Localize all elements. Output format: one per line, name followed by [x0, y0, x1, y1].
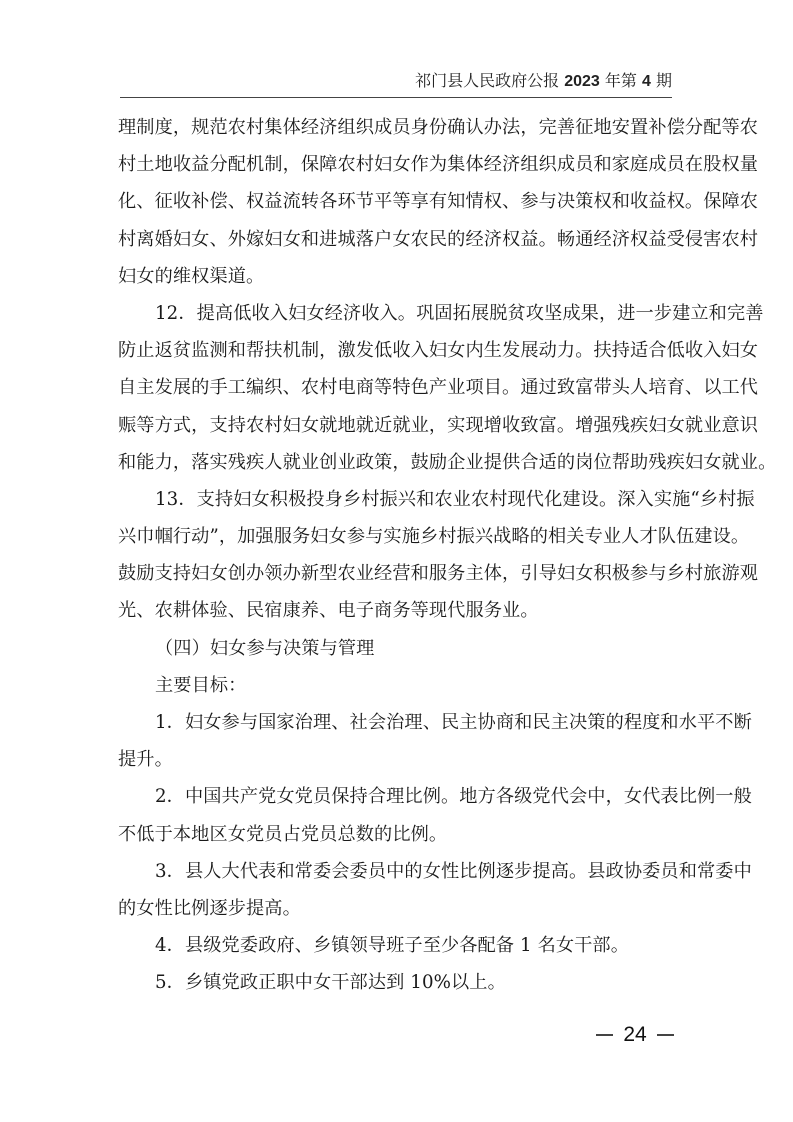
text-line: 村离婚妇女、外嫁妇女和进城落户女农民的经济权益。畅通经济权益受侵害农村: [118, 228, 759, 250]
paragraph-continued: [118, 109, 759, 295]
text-line: 的女性比例逐步提高。: [118, 897, 301, 919]
document-body: [118, 109, 777, 1002]
text-line: 自主发展的手工编织、农村电商等特色产业项目。通过致富带头人培育、以工代: [118, 377, 759, 399]
paragraph-item-13: [118, 481, 759, 630]
page-number: 24: [623, 1023, 647, 1046]
header-year: 2023: [564, 73, 600, 90]
main-goals-label: 主要目标：: [155, 674, 247, 696]
goal-item-2: [118, 778, 752, 852]
dash-right-icon: [657, 1034, 674, 1036]
text-line: 13．支持妇女积极投身乡村振兴和农业农村现代化建设。深入实施“乡村振: [155, 488, 755, 510]
running-header: [120, 68, 672, 98]
header-issue: 4: [641, 73, 651, 90]
text-line: 鼓励支持妇女创办领办新型农业经营和服务主体，引导妇女积极参与乡村旅游观: [118, 563, 759, 585]
text-line: 理制度，规范农村集体经济组织成员身份确认办法，完善征地安置补偿分配等农: [118, 117, 759, 138]
goal-item-1: [118, 704, 752, 778]
text-line: 村土地收益分配机制，保障农村妇女作为集体经济组织成员和家庭成员在股权量: [118, 154, 759, 176]
text-line: 不低于本地区女党员占党员总数的比例。: [118, 823, 448, 845]
text-line: 赈等方式，支持农村妇女就地就近就业，实现增收致富。增强残疾妇女就业意识: [118, 414, 759, 436]
text-line: 2．中国共产党女党员保持合理比例。地方各级党代会中，女代表比例一般: [155, 786, 752, 808]
text-line: 3．县人大代表和常委会委员中的女性比例逐步提高。县政协委员和常委中: [155, 860, 752, 882]
text-line: 化、征收补偿、权益流转各环节平等享有知情权、参与决策权和收益权。保障农: [118, 191, 759, 213]
header-year-suffix: 年第: [604, 71, 637, 90]
text-line: 防止返贫监测和帮扶机制，激发低收入妇女内生发展动力。扶持适合低收入妇女: [118, 340, 759, 362]
dash-left-icon: [596, 1034, 613, 1036]
goal-item-5: 5．乡镇党政正职中女干部达到 10%以上。: [155, 972, 506, 994]
goal-item-3: [118, 853, 752, 927]
text-line: 提升。: [118, 749, 173, 771]
goal-item-4: 4．县级党委政府、乡镇领导班子至少各配备 1 名女干部。: [155, 935, 630, 957]
text-line: 兴巾帼行动”，加强服务妇女参与实施乡村振兴战略的相关专业人才队伍建设。: [118, 526, 750, 548]
page-footer: [590, 1020, 680, 1050]
text-line: 1．妇女参与国家治理、社会治理、民主协商和民主决策的程度和水平不断: [155, 712, 752, 733]
text-line: 光、农耕体验、民宿康养、电子商务等现代服务业。: [118, 600, 539, 622]
section-heading: （四）妇女参与决策与管理: [155, 637, 375, 659]
text-line: 12．提高低收入妇女经济收入。巩固拓展脱贫攻坚成果，进一步建立和完善: [155, 302, 764, 324]
header-publication-title: 祁门县人民政府公报: [415, 71, 560, 90]
text-line: 和能力，落实残疾人就业创业政策，鼓励企业提供合适的岗位帮助残疾妇女就业。: [118, 451, 777, 473]
text-line: 妇女的维权渠道。: [118, 265, 265, 287]
paragraph-item-12: [118, 295, 777, 481]
header-issue-suffix: 期: [655, 71, 672, 90]
